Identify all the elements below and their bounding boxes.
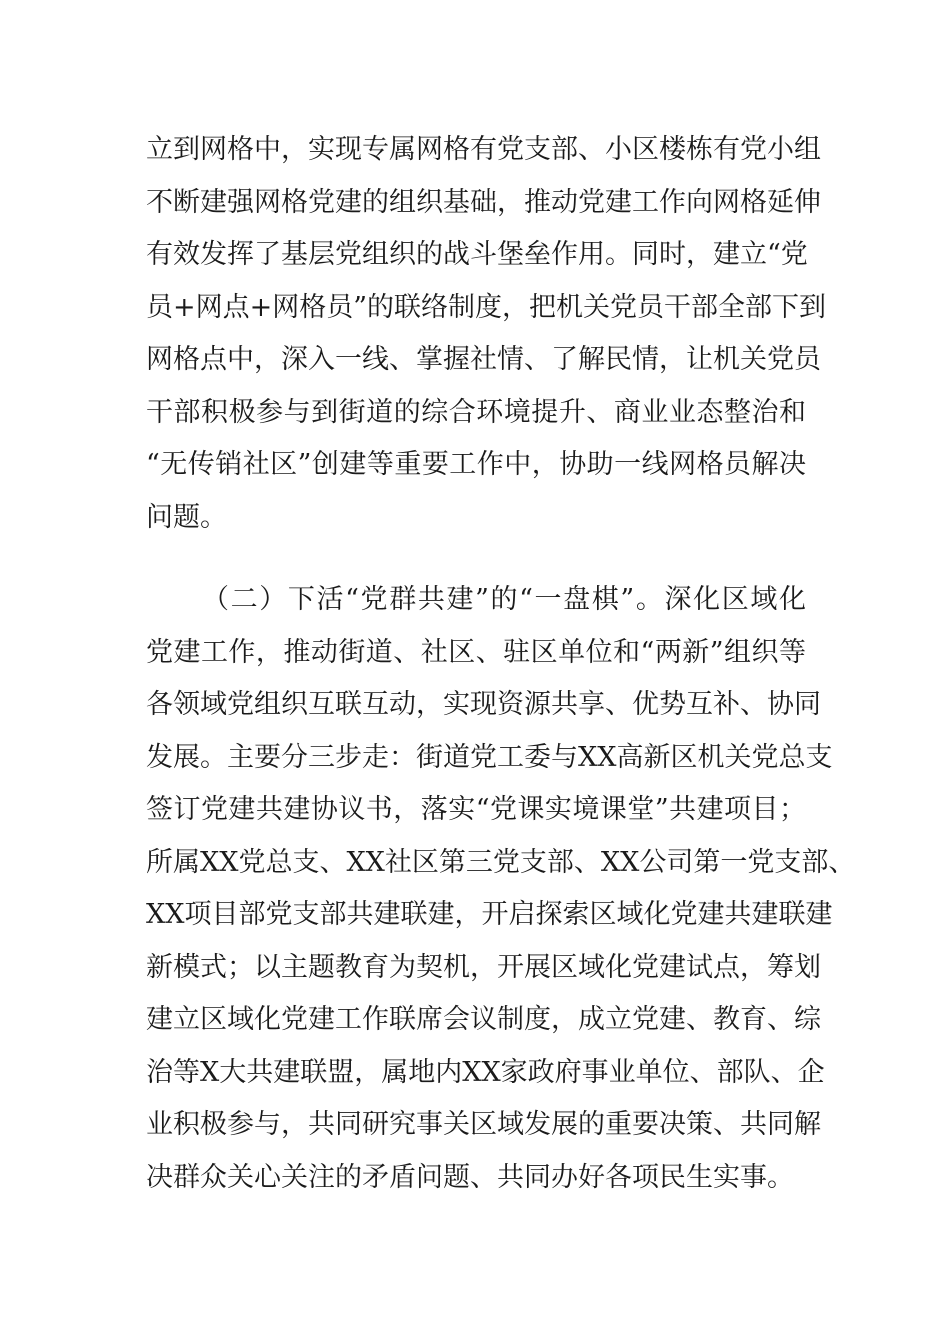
text-line: 立到网格中，实现专属网格有党支部、小区楼栋有党小组 bbox=[146, 134, 821, 165]
text-line: “无传销社区”创建等重要工作中，协助一线网格员解决 bbox=[146, 449, 806, 480]
text-line: 网格点中，深入一线、掌握社情、了解民情，让机关党员 bbox=[146, 344, 821, 375]
text-line: 党建工作，推动街道、社区、驻区单位和“两新”组织等 bbox=[146, 636, 806, 668]
paragraph-grid-party-building bbox=[146, 124, 827, 544]
text-line: 有效发挥了基层党组织的战斗堡垒作用。同时，建立“党 bbox=[146, 239, 808, 270]
text-line: 治等X大共建联盟，属地内XX家政府事业单位、部队、企 bbox=[146, 1056, 825, 1088]
text-line: 建立区域化党建工作联席会议制度，成立党建、教育、综 bbox=[146, 1004, 821, 1035]
text-line: 所属XX党总支、XX社区第三党支部、XX公司第一党支部、 bbox=[146, 846, 856, 878]
paragraph-party-mass-co-building bbox=[146, 574, 856, 1204]
text-line: 问题。 bbox=[146, 501, 227, 533]
text-line: 干部积极参与到街道的综合环境提升、商业业态整治和 bbox=[146, 396, 806, 428]
text-line: 决群众关心关注的矛盾问题、共同办好各项民生实事。 bbox=[146, 1161, 794, 1193]
text-line: XX项目部党支部共建联建，开启探索区域化党建共建联建 bbox=[146, 899, 833, 930]
text-line: 不断建强网格党建的组织基础，推动党建工作向网格延伸 bbox=[146, 186, 821, 218]
section-heading-line: （二）下活“党群共建”的“一盘棋”。深化区域化 bbox=[202, 584, 806, 615]
text-line: 员+网点+网格员”的联络制度，把机关党员干部全部下到 bbox=[146, 291, 827, 323]
text-line: 签订党建共建协议书，落实“党课实境课堂”共建项目； bbox=[146, 794, 806, 825]
text-line: 新模式；以主题教育为契机，开展区域化党建试点，筹划 bbox=[146, 951, 821, 983]
text-line: 发展。主要分三步走：街道党工委与XX高新区机关党总支 bbox=[146, 741, 833, 773]
text-line: 业积极参与，共同研究事关区域发展的重要决策、共同解 bbox=[146, 1109, 821, 1140]
text-line: 各领域党组织互联互动，实现资源共享、优势互补、协同 bbox=[146, 689, 821, 720]
